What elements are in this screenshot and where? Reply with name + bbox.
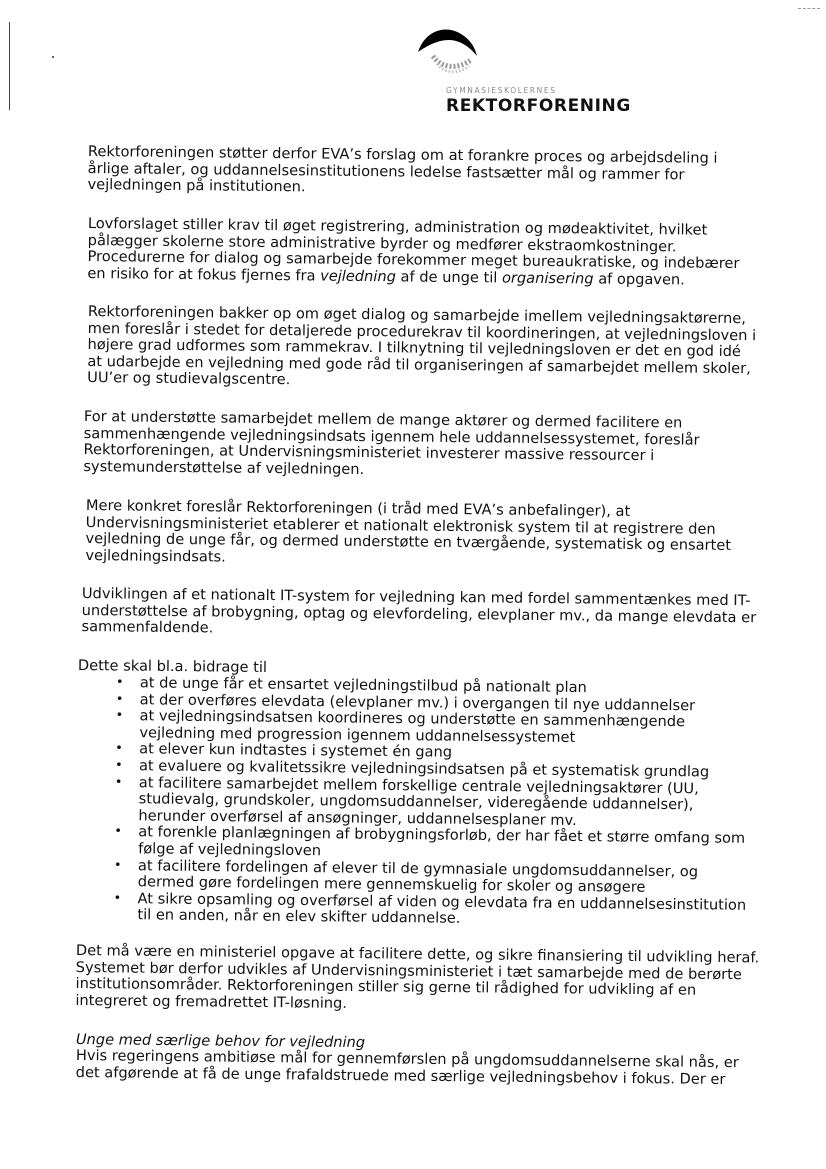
scan-corner-mark: [798, 8, 820, 10]
paragraph-8: Hvis regeringens ambitiøse mål for gennemførslen på ungdomsuddannelserne skal nås, er det afgørende at få de unge frafaldstruede med særlige vejledningsbehov i fokus. Der er: [75, 1047, 739, 1088]
letter-body: [0, 144, 826, 1103]
list-item-text: at vejledningsindsatsen koordineres og understøtte en sammenhængende vejledning med progression igennem uddannelsessystemet: [139, 707, 686, 747]
list-item-text: at facilitere fordelingen af elever til de gymnasiale ungdomsuddannelser, og dermed gøre fordelingen mere gennemskuelig for skoler og ansøgere: [137, 857, 699, 897]
list-item-text: at forenkle planlægningen af brobygningsforløb, der har fået et større omfang som følge af vejledningsloven: [138, 823, 746, 860]
org-subtitle: GYMNASIESKOLERNES: [446, 86, 557, 95]
paragraph-3: Rektorforeningen bakker op om øget dialog og samarbejde imellem vejledningsaktørerne, men foreslår i stedet for detaljerede procedurekrav til koordineringen, at vejledningsloven i højere grad udformes som rammekrav. I tilknytning til vejledningsloven er det en god idé at udarbejde en vejledning med gode råd til organiseringen af samarbejdet mellem skoler, UU’er og studievalgscentre.: [87, 303, 757, 389]
list-item-text: At sikre opsamling og overførsel af viden og elevdata fra en uddannelsesinstitution til en anden, når en elev skifter uddannelse.: [137, 890, 747, 928]
paragraph-1: Rektorforeningen støtter derfor EVA’s forslag om at forankre proces og arbejdsdeling i årlige aftaler, og uddannelsesinstitutionens ledelse fastsætter mål og rammer for vejledningen på institutionen.: [87, 143, 718, 196]
bullet-icon: •: [115, 675, 124, 691]
paragraph-2-part-a: Lovforslaget stiller krav til øget registrering, administration og mødeaktivitet, hvilket pålægger skolerne store administrative byrder og medfører ekstraomkostninger. Procedurerne for dialog og samarbejde forekommer meget bureaukratiske, og indebærer en risiko for at fokus fjernes fra: [87, 214, 740, 285]
bullet-icon: •: [115, 741, 123, 757]
paragraph-5: Mere konkret foreslår Rektorforeningen (i tråd med EVA’s anbefalinger), at Undervisningsministeriet etablerer et nationalt elektronisk system til at registrere den vejledning de unge får, og dermed understøtte en tværgående, systematisk og ensartet vejledningsindsats.: [85, 496, 732, 565]
list-item-text: at evaluere og kvalitetssikre vejledningsindsatsen på et systematisk grundlag: [138, 757, 710, 781]
paragraph-7: Det må være en ministeriel opgave at facilitere dette, og sikre finansiering til udvikling heraf. Systemet bør derfor udvikles af Undervisningsministeriet i tæt samarbejde med de berørte institutionsområder. Rektorforeningen stiller sig gerne til rådighed for udvikling af en integreret og fremadrettet IT-løsning.: [75, 942, 760, 1012]
section-heading: Unge med særlige behov for vejledning: [75, 1030, 366, 1051]
bullet-icon: •: [115, 708, 124, 724]
paragraph-2-part-b: af de unge til: [395, 267, 503, 287]
paragraph-4: For at understøtte samarbejdet mellem de mange aktører og dermed facilitere en sammenhængende vejledningsindsats igennem hele uddannelsessystemet, foreslår Rektorforeningen, at Undervisningsministeriet investerer massive ressourcer i systemunderstøttelse af vejledningen.: [83, 408, 700, 478]
list-item: [114, 775, 759, 832]
list-item-text: at elever kun indtastes i systemet én gang: [139, 740, 453, 762]
list-intro: Dette skal bl.a. bidrage til: [77, 656, 268, 676]
bullet-icon: •: [113, 857, 122, 873]
org-name: REKTORFORENING: [446, 96, 631, 116]
paragraph-2: [87, 216, 760, 290]
bullet-list: [113, 675, 760, 931]
list-item: [113, 891, 757, 931]
bullet-icon: •: [115, 691, 124, 707]
scan-speck: [52, 56, 54, 58]
emphasis-organisering: organisering: [501, 269, 594, 288]
bullet-icon: •: [114, 824, 123, 840]
paragraph-2-part-c: af opgaven.: [593, 270, 685, 289]
logo-icon: [415, 26, 481, 84]
scan-edge-line: [9, 22, 10, 110]
list-item-text: at der overføres elevdata (elevplaner mv.) i overgangen til nye uddannelser: [139, 691, 696, 715]
bullet-icon: •: [114, 774, 123, 790]
bullet-icon: •: [113, 890, 122, 907]
list-item-text: at de unge får et ensartet vejledningstilbud på nationalt plan: [139, 674, 587, 697]
emphasis-vejledning: vejledning: [320, 267, 397, 285]
list-item-text: at facilitere samarbejdet mellem forskellige centrale vejledningsaktører (UU, studievalg, grundskoler, ungdomsuddannelser, videregående uddannelser), herunder overførsel af ansøgninger, uddannelsesplaner mv.: [138, 774, 699, 829]
bullet-icon: •: [114, 758, 123, 774]
paragraph-6: Udviklingen af et nationalt IT-system for vejledning kan med fordel sammentænkes med IT-understøttelse af brobygning, optag og elevfordeling, elevplaner mv., da mange elevdata er sammenfaldende.: [81, 584, 757, 637]
